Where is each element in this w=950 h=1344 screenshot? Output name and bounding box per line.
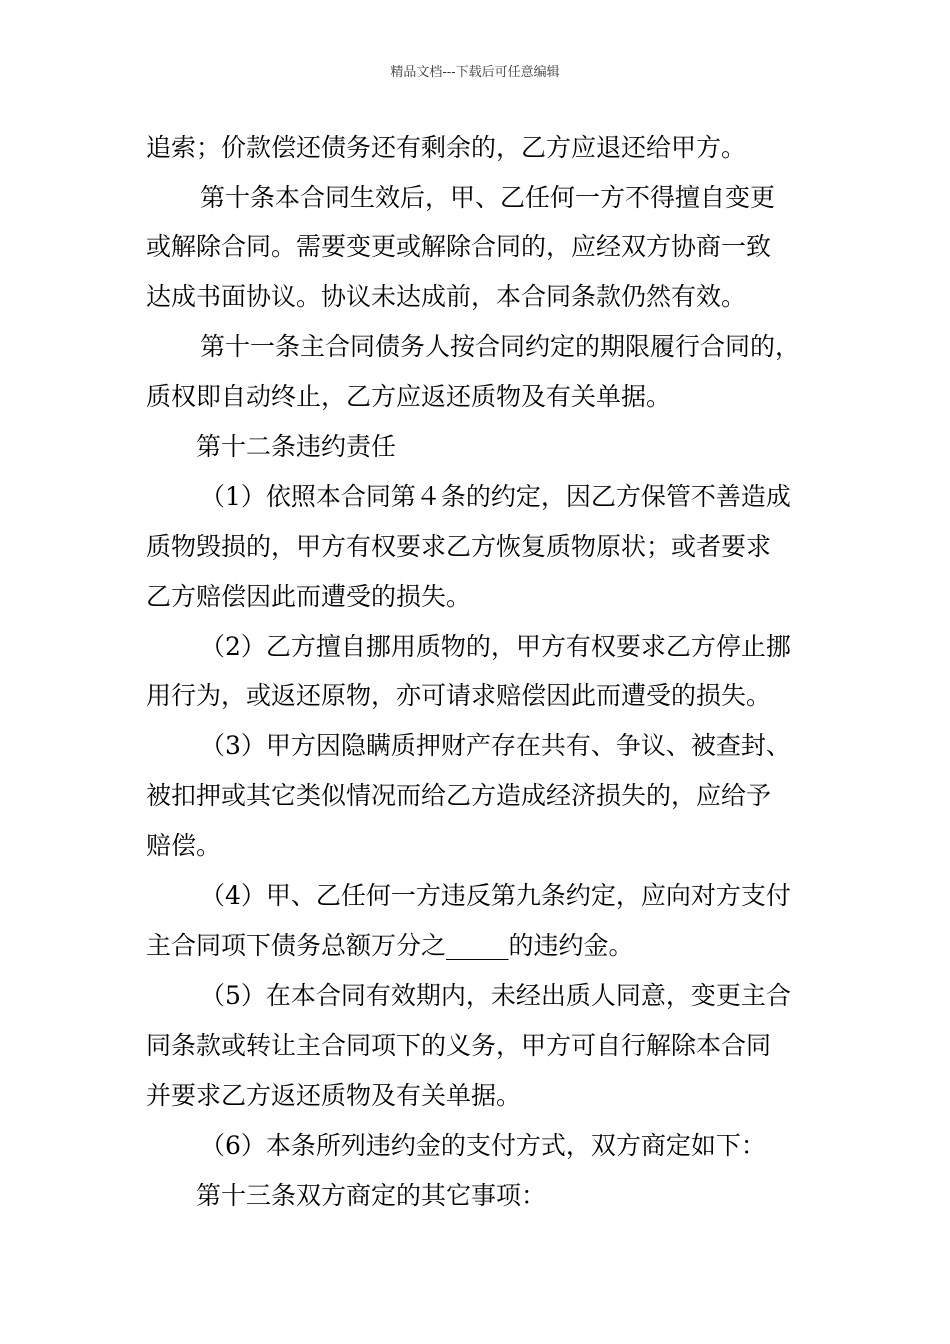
- text-line: （4）甲、乙任何一方违反第九条约定，应向对方支付: [200, 881, 791, 910]
- text-line: 达成书面协议。协议未达成前，本合同条款仍然有效。: [146, 282, 747, 311]
- text-line: 质物毁损的，甲方有权要求乙方恢复质物原状；或者要求: [146, 532, 772, 561]
- text-line: 第十三条双方商定的其它事项：: [196, 1181, 547, 1210]
- text-line: 用行为，或返还原物，亦可请求赔偿因此而遭受的损失。: [146, 681, 772, 710]
- text-line: 第十一条主合同债务人按合同约定的期限履行合同的，: [200, 332, 801, 361]
- text-line: （2）乙方擅自挪用质物的，甲方有权要求乙方停止挪: [200, 632, 791, 661]
- text-line: 并要求乙方返还质物及有关单据。: [146, 1081, 522, 1110]
- page-header: 精品文档---下载后可任意编辑: [390, 65, 560, 80]
- text-line: 同条款或转让主合同项下的义务，甲方可自行解除本合同: [146, 1031, 772, 1060]
- text-line: （5）在本合同有效期内，未经出质人同意，变更主合: [200, 981, 791, 1010]
- text-line: 主合同项下债务总额万分之_____的违约金。: [146, 931, 634, 960]
- text-line: 被扣押或其它类似情况而给乙方造成经济损失的，应给予: [146, 781, 772, 810]
- text-line: （1）依照本合同第４条的约定，因乙方保管不善造成: [200, 482, 791, 511]
- text-line: 第十二条违约责任: [196, 432, 397, 461]
- text-line: 乙方赔偿因此而遭受的损失。: [146, 582, 472, 611]
- text-line: 质权即自动终止，乙方应返还质物及有关单据。: [146, 382, 672, 411]
- text-line: 或解除合同。需要变更或解除合同的，应经双方协商一致: [146, 232, 772, 261]
- text-line: 追索；价款偿还债务还有剩余的，乙方应退还给甲方。: [146, 133, 747, 162]
- text-line: 赔偿。: [146, 831, 222, 860]
- text-line: （6）本条所列违约金的支付方式，双方商定如下：: [200, 1131, 766, 1160]
- text-line: 第十条本合同生效后，甲、乙任何一方不得擅自变更: [200, 183, 776, 212]
- text-line: （3）甲方因隐瞒质押财产存在共有、争议、被查封、: [200, 731, 791, 760]
